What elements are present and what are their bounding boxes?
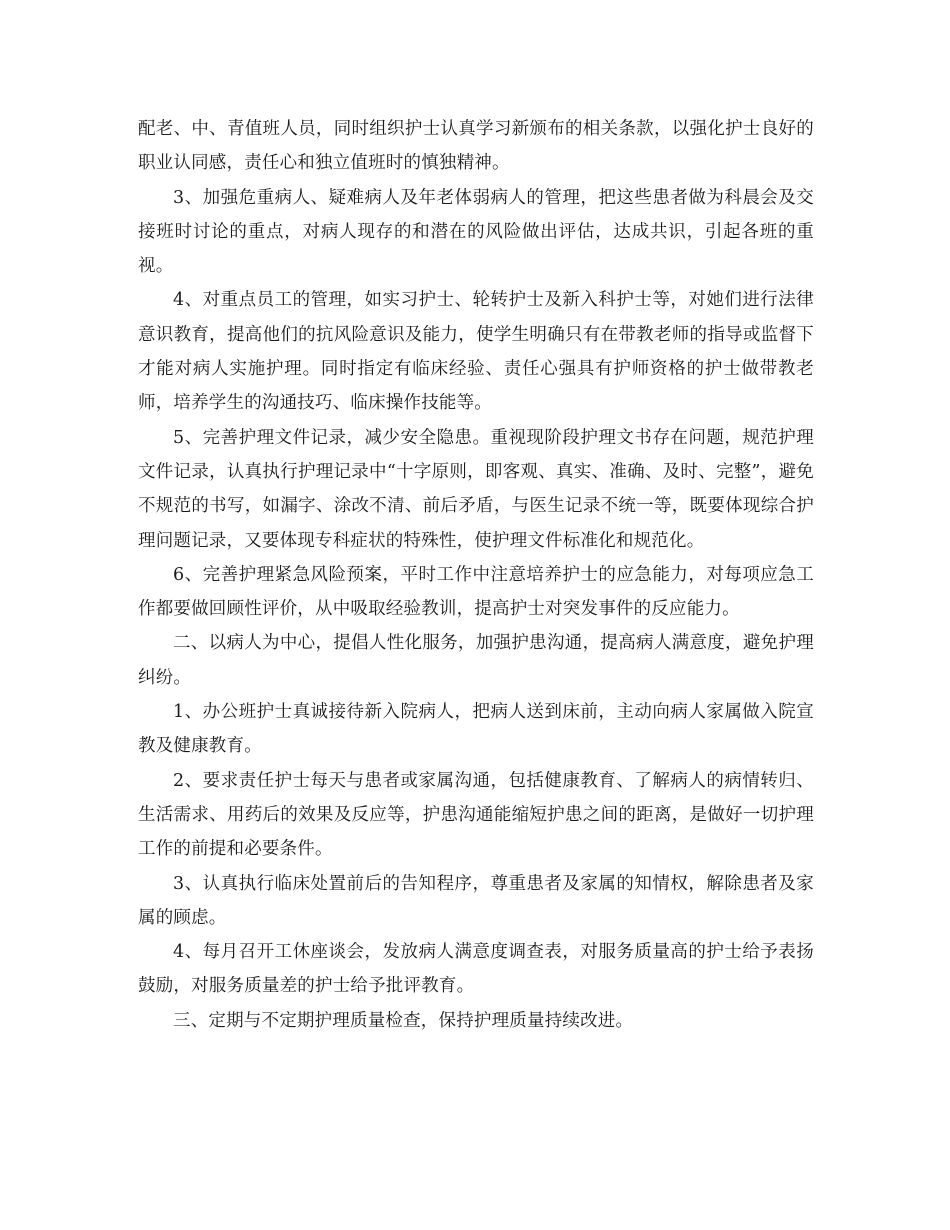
paragraph-item-3-critical-patients: 3、加强危重病人、疑难病人及年老体弱病人的管理，把这些患者做为科晨会及交接班时讨论的重点，对病人现存的和潜在的风险做出评估，达成共识，引起各班的重视。 <box>138 187 814 277</box>
section-heading-2-patient-centered: 二、以病人为中心，提倡人性化服务，加强护患沟通，提高病人满意度，避免护理纠纷。 <box>138 633 814 688</box>
section-heading-3-quality-checks: 三、定期与不定期护理质量检查，保持护理质量持续改进。 <box>173 1010 634 1031</box>
paragraph-item-5-nursing-records: 5、完善护理文件记录，减少安全隐患。重视现阶段护理文书存在问题，规范护理文件记录，认真执行护理记录中“十字原则，即客观、真实、准确、及时、完整”，避免不规范的书写，如漏字、涂改不清、前后矛盾，与医生记录不统一等，既要体现综合护理问题记录，又要体现专科症状的特殊性，使护理文件标准化和规范化。 <box>138 427 814 551</box>
document-body <box>138 112 814 1038</box>
paragraph-item-6-emergency-plan: 6、完善护理紧急风险预案，平时工作中注意培养护士的应急能力，对每项应急工作都要做回顾性评价，从中吸取经验教训，提高护士对突发事件的反应能力。 <box>138 564 814 620</box>
paragraph-item-2-communication: 2、要求责任护士每天与患者或家属沟通，包括健康教育、了解病人的病情转归、生活需求、用药后的效果及反应等，护患沟通能缩短护患之间的距离，是做好一切护理工作的前提和必要条件。 <box>138 770 814 860</box>
paragraph-item-4-satisfaction-survey: 4、每月召开工休座谈会，发放病人满意度调查表，对服务质量高的护士给予表扬鼓励，对服务质量差的护士给予批评教育。 <box>138 942 814 997</box>
paragraph-item-4-key-staff: 4、对重点员工的管理，如实习护士、轮转护士及新入科护士等，对她们进行法律意识教育，提高他们的抗风险意识及能力，使学生明确只有在带教老师的指导或监督下才能对病人实施护理。同时指定有临床经验、责任心强具有护师资格的护士做带教老师，培养学生的沟通技巧、临床操作技能等。 <box>138 290 814 414</box>
paragraph-continued: 配老、中、青值班人员，同时组织护士认真学习新颁布的相关条款，以强化护士良好的职业认同感，责任心和独立值班时的慎独精神。 <box>138 119 814 174</box>
paragraph-item-1-admission: 1、办公班护士真诚接待新入院病人，把病人送到床前，主动向病人家属做入院宣教及健康教育。 <box>138 702 814 757</box>
paragraph-item-3-informed-consent: 3、认真执行临床处置前后的告知程序，尊重患者及家属的知情权，解除患者及家属的顾虑。 <box>138 873 814 928</box>
